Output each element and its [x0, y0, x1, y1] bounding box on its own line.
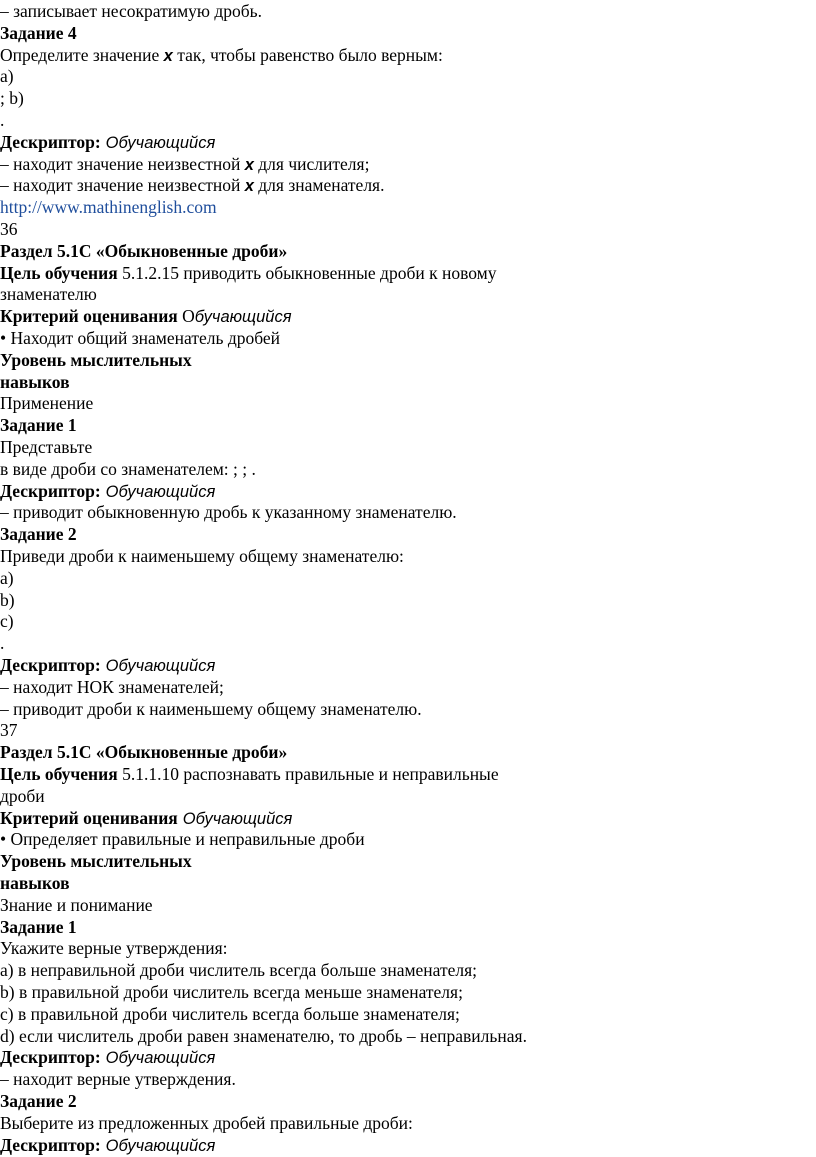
bold-label: Задание 2	[0, 524, 77, 545]
line-text: – приводит дроби к наименьшему общему знаменателю.	[0, 698, 422, 719]
document-line	[0, 654, 215, 676]
document-line	[0, 327, 280, 349]
document-line	[0, 349, 192, 371]
document-line	[0, 371, 70, 393]
document-line	[0, 981, 463, 1003]
bold-label: Уровень мыслительных	[0, 851, 192, 872]
bold-label: Дескриптор:	[0, 480, 101, 501]
line-text: О	[177, 306, 195, 327]
document-line	[0, 1112, 413, 1134]
document-line	[0, 0, 262, 22]
document-line	[0, 719, 18, 741]
document-line	[0, 741, 287, 763]
italic-text: Обучающийся	[105, 1049, 216, 1068]
line-text: Укажите верные утверждения:	[0, 938, 228, 959]
variable-x: x	[163, 46, 173, 65]
line-text: a) в неправильной дроби числитель всегда больше знаменателя;	[0, 960, 478, 981]
document-line	[0, 262, 496, 284]
line-text: знаменателю	[0, 284, 97, 305]
document-line	[0, 414, 77, 436]
italic-text: Обучающийся	[105, 133, 216, 152]
document-line	[0, 916, 77, 938]
document-line	[0, 850, 192, 872]
line-text: 5.1.1.10 распознавать правильные и неправильные	[117, 764, 499, 784]
line-text: – находит значение неизвестной	[0, 153, 245, 174]
line-text: c) в правильной дроби числитель всегда больше знаменателя;	[0, 1003, 460, 1024]
document-line	[0, 240, 287, 262]
line-text: для знаменателя.	[253, 175, 385, 196]
document-line	[0, 589, 15, 611]
document-line	[0, 392, 93, 414]
document-line	[0, 1025, 527, 1047]
document-line	[0, 283, 97, 305]
line-text: c)	[0, 611, 14, 632]
line-text: .	[0, 110, 5, 130]
line-text: Выберите из предложенных дробей правильные дроби:	[0, 1112, 413, 1133]
document-line	[0, 523, 77, 545]
document-line	[0, 87, 24, 109]
bold-label: Цель обучения	[0, 764, 118, 784]
document-line	[0, 305, 292, 327]
line-text: • Определяет правильные и неправильные дроби	[0, 829, 365, 850]
line-text: Определите значение	[0, 44, 164, 65]
document-line	[0, 567, 14, 589]
document-line	[0, 153, 369, 175]
bold-label: Критерий оценивания	[0, 306, 178, 327]
line-text: d) если числитель дроби равен знаменателю, то дробь – неправильная.	[0, 1025, 527, 1046]
document-line	[0, 218, 18, 240]
document-line	[0, 894, 153, 916]
line-text: b)	[0, 589, 15, 610]
document-line	[0, 22, 77, 44]
italic-text: Обучающийся	[105, 1136, 216, 1155]
document-line	[0, 807, 292, 829]
line-text: a)	[0, 567, 14, 588]
line-text: • Находит общий знаменатель дробей	[0, 328, 281, 348]
document-line	[0, 65, 14, 87]
line-text: ; b)	[0, 88, 24, 109]
bold-label: Уровень мыслительных	[0, 349, 192, 370]
line-text: – находит верные утверждения.	[0, 1069, 236, 1090]
italic-text: Обучающийся	[105, 482, 216, 501]
bold-label: Критерий оценивания	[0, 807, 178, 828]
bold-label: Задание 4	[0, 22, 77, 43]
variable-x: x	[244, 177, 254, 196]
bold-label: навыков	[0, 873, 70, 893]
document-line	[0, 698, 422, 720]
italic-text: Обучающийся	[105, 657, 216, 675]
line-text: Знание и понимание	[0, 894, 153, 915]
bold-label: Дескриптор:	[0, 1047, 101, 1068]
document-line	[0, 131, 215, 153]
document-line	[0, 763, 499, 785]
line-text: – находит значение неизвестной	[0, 175, 245, 196]
line-text: для числителя;	[253, 153, 370, 174]
bold-label: Дескриптор:	[0, 1134, 101, 1155]
document-line	[0, 676, 224, 698]
line-text: так, чтобы равенство было верным:	[172, 44, 443, 65]
italic-text: Обучающийся	[182, 809, 293, 828]
document-line	[0, 196, 217, 218]
document-line	[0, 610, 14, 632]
bold-label: Раздел 5.1С «Обыкновенные дроби»	[0, 742, 288, 763]
document-line	[0, 1134, 215, 1156]
bold-label: навыков	[0, 371, 70, 392]
line-text: b) в правильной дроби числитель всегда меньше знаменателя;	[0, 982, 463, 1002]
bold-label: Задание 2	[0, 1091, 77, 1111]
document-line	[0, 1068, 236, 1090]
line-text: – приводит обыкновенную дробь к указанному знаменателю.	[0, 502, 457, 523]
bold-label: Цель обучения	[0, 262, 118, 283]
variable-x: x	[244, 155, 254, 174]
document-line	[0, 828, 365, 850]
line-text: a)	[0, 66, 14, 87]
document-line	[0, 959, 477, 981]
document-line	[0, 109, 4, 131]
url-link[interactable]: http://www.mathinenglish.com	[0, 197, 217, 218]
line-text: 5.1.2.15 приводить обыкновенные дроби к новому	[117, 262, 497, 283]
line-text: 37	[0, 720, 18, 741]
line-text: Представьте	[0, 437, 93, 457]
document-line	[0, 1046, 215, 1068]
line-text: 36	[0, 219, 18, 239]
line-text: .	[0, 633, 5, 654]
document-line	[0, 632, 4, 654]
line-text: Приведи дроби к наименьшему общему знаменателю:	[0, 546, 404, 566]
document-line	[0, 501, 457, 523]
document-line	[0, 785, 45, 807]
italic-text: бучающийся	[194, 308, 292, 327]
document-line	[0, 44, 443, 66]
line-text: Применение	[0, 393, 94, 414]
bold-label: Задание 1	[0, 415, 77, 436]
document-line	[0, 937, 228, 959]
bold-label: Задание 1	[0, 916, 77, 937]
document-line	[0, 458, 256, 480]
bold-label: Дескриптор:	[0, 131, 101, 152]
bold-label: Дескриптор:	[0, 655, 101, 675]
document-line	[0, 1003, 460, 1025]
line-text: дроби	[0, 785, 45, 806]
document-line	[0, 480, 215, 502]
document-line	[0, 545, 404, 567]
line-text: – записывает несократимую дробь.	[0, 1, 263, 21]
bold-label: Раздел 5.1С «Обыкновенные дроби»	[0, 240, 288, 261]
document-line	[0, 174, 384, 196]
document-line	[0, 436, 92, 458]
line-text: – находит НОК знаменателей;	[0, 676, 224, 697]
document-line	[0, 1090, 77, 1112]
line-text: в виде дроби со знаменателем: ; ; .	[0, 458, 256, 479]
document-line	[0, 872, 70, 894]
